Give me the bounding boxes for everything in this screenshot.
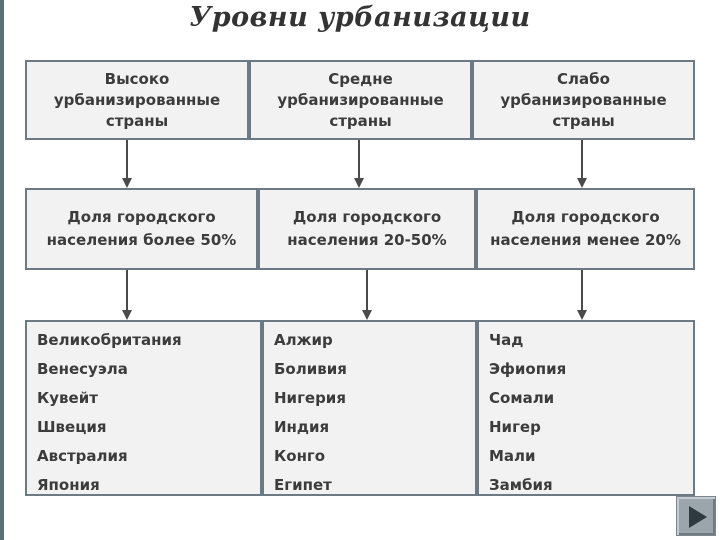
- list-item: Индия: [274, 418, 330, 436]
- share-label-medium: Доля городского населения 20-50%: [287, 208, 447, 249]
- list-item: Швеция: [37, 418, 107, 436]
- level-label-low: Слабо урбанизированные страны: [500, 69, 667, 130]
- list-item: Боливия: [274, 360, 347, 378]
- arrow-down-low-2: [577, 270, 587, 320]
- share-label-low: Доля городского населения менее 20%: [490, 208, 681, 249]
- share-box-high: [25, 188, 258, 270]
- slide-title: Уровни урбанизации: [189, 2, 531, 33]
- list-item: Эфиопия: [489, 360, 567, 378]
- list-item: Конго: [274, 447, 326, 465]
- list-item: Венесуэла: [37, 360, 128, 378]
- list-item: Мали: [489, 447, 536, 465]
- next-slide-button[interactable]: [676, 496, 716, 536]
- country-list-medium: [262, 320, 477, 496]
- arrow-down-high-2: [122, 270, 132, 320]
- level-label-medium: Средне урбанизированные страны: [277, 69, 444, 130]
- share-box-low: [476, 188, 695, 270]
- arrow-down-medium-2: [362, 270, 372, 320]
- arrow-down-low: [577, 140, 587, 188]
- arrow-down-medium: [354, 140, 364, 188]
- list-item: Австралия: [37, 447, 128, 465]
- share-label-high: Доля городского населения более 50%: [46, 208, 237, 249]
- country-list-low: [477, 320, 695, 496]
- list-item: Нигерия: [274, 389, 346, 407]
- list-item: Великобритания: [37, 331, 182, 349]
- level-box-high: [25, 60, 249, 140]
- level-box-low: [472, 60, 695, 140]
- list-item: Япония: [37, 476, 100, 494]
- arrow-down-high: [122, 140, 132, 188]
- slide-left-border: [0, 0, 4, 540]
- country-list-high: [25, 320, 262, 496]
- list-item: Чад: [489, 331, 524, 349]
- list-item: Замбия: [489, 476, 553, 494]
- list-item: Нигер: [489, 418, 541, 436]
- level-box-medium: [249, 60, 472, 140]
- next-slide-icon: [689, 506, 707, 528]
- list-item: Египет: [274, 476, 332, 494]
- level-label-high: Высоко урбанизированные страны: [53, 69, 221, 130]
- list-item: Сомали: [489, 389, 555, 407]
- list-item: Кувейт: [37, 389, 98, 407]
- list-item: Алжир: [274, 331, 333, 349]
- share-box-medium: [258, 188, 476, 270]
